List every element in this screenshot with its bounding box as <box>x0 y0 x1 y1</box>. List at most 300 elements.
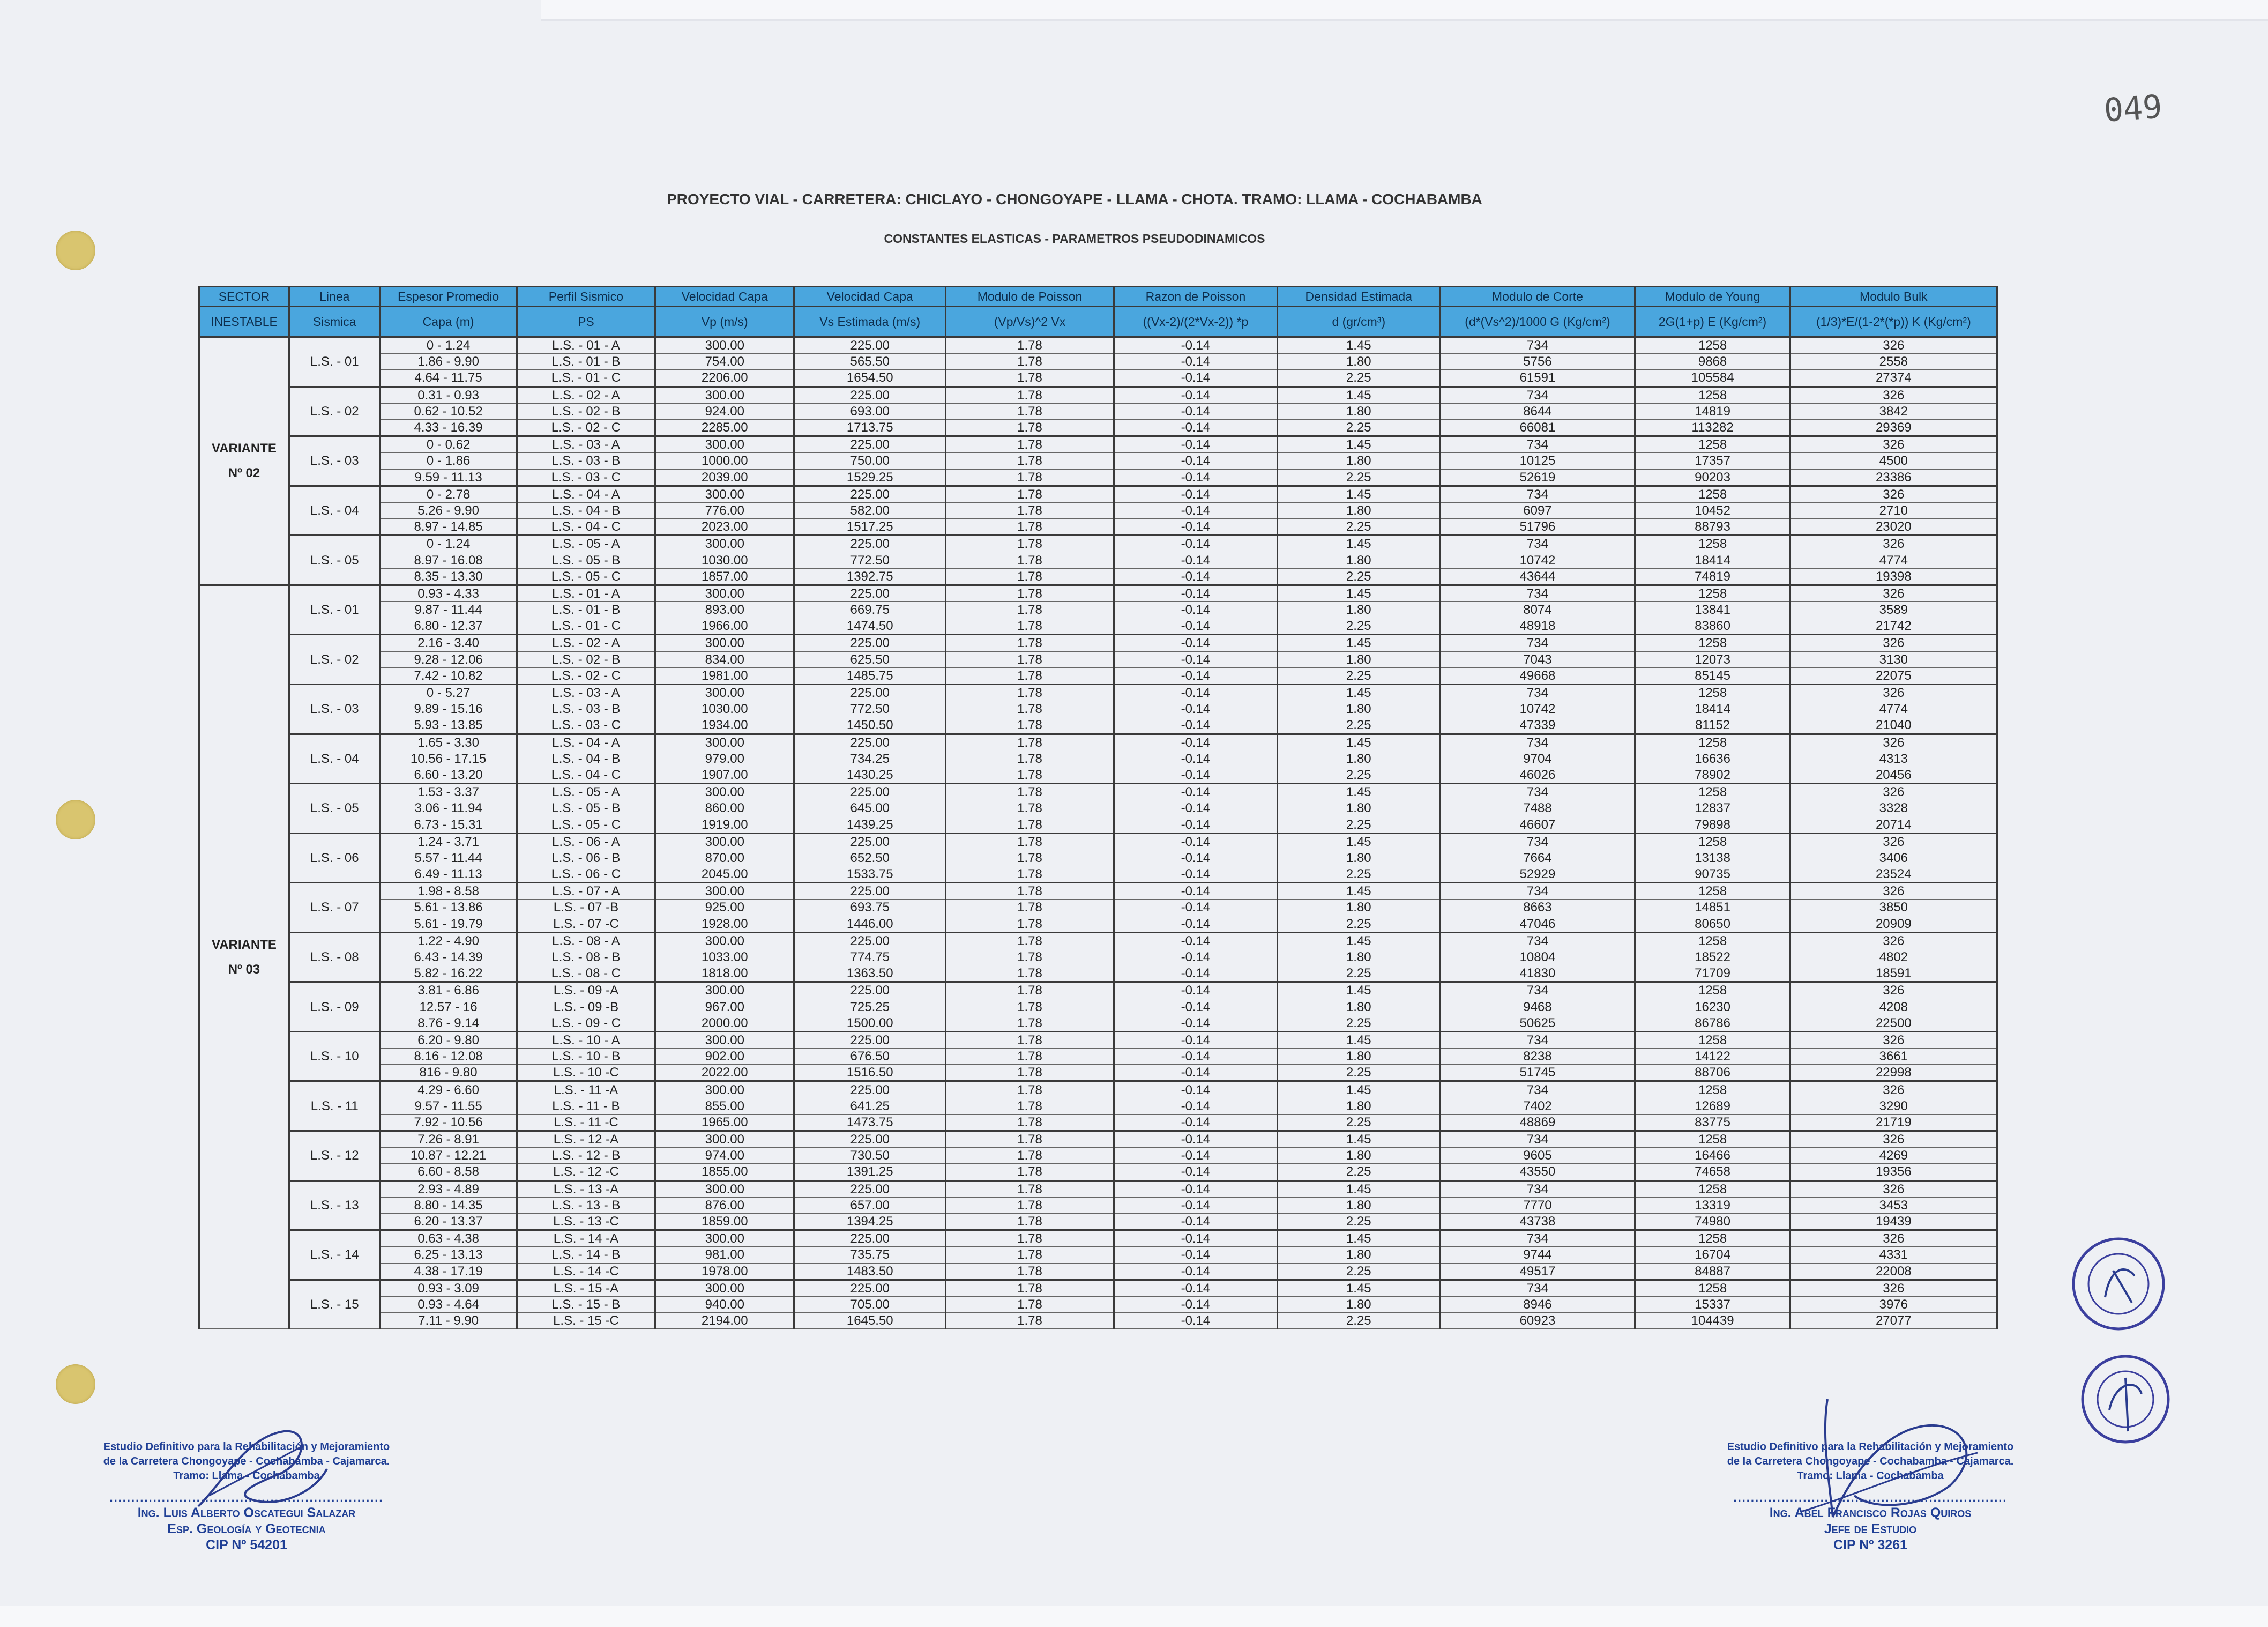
table-cell: 1258 <box>1635 734 1790 751</box>
table-cell: 1859.00 <box>655 1213 794 1230</box>
table-cell: 13319 <box>1635 1197 1790 1213</box>
table-cell: 6.80 - 12.37 <box>380 618 517 635</box>
table-cell: 1.78 <box>946 816 1114 833</box>
table-row <box>199 816 1997 833</box>
table-cell: -0.14 <box>1114 965 1277 982</box>
table-cell: 1.78 <box>946 602 1114 618</box>
table-cell: L.S. - 12 - B <box>517 1148 655 1164</box>
table-cell: 4774 <box>1790 701 1997 717</box>
column-header-sub: Sismica <box>289 307 380 337</box>
table-cell: 51745 <box>1440 1065 1635 1081</box>
table-row <box>199 635 1997 651</box>
table-cell: 1258 <box>1635 833 1790 850</box>
table-cell: 16704 <box>1635 1247 1790 1263</box>
table-cell: 14851 <box>1635 900 1790 916</box>
table-cell: -0.14 <box>1114 900 1277 916</box>
table-cell: 12837 <box>1635 800 1790 816</box>
column-header-sub: ((Vx-2)/(2*Vx-2)) *p <box>1114 307 1277 337</box>
table-row <box>199 1065 1997 1081</box>
table-cell: 1.45 <box>1278 1230 1440 1247</box>
table-cell: L.S. - 15 -A <box>517 1280 655 1296</box>
table-cell: 1.78 <box>946 767 1114 783</box>
table-cell: 1258 <box>1635 1280 1790 1296</box>
table-cell: L.S. - 08 - B <box>517 949 655 965</box>
table-cell: 1473.75 <box>794 1114 946 1131</box>
table-cell: 74980 <box>1635 1213 1790 1230</box>
table-cell: 3976 <box>1790 1296 1997 1312</box>
table-cell: 1.45 <box>1278 536 1440 552</box>
table-cell: 1.78 <box>946 684 1114 701</box>
table-cell: 300.00 <box>655 1031 794 1048</box>
table-cell: 734 <box>1440 1280 1635 1296</box>
table-cell: 876.00 <box>655 1197 794 1213</box>
table-cell: 12689 <box>1635 1098 1790 1114</box>
table-cell: 2.25 <box>1278 965 1440 982</box>
table-cell: 979.00 <box>655 751 794 767</box>
table-cell: -0.14 <box>1114 784 1277 800</box>
table-cell: L.S. - 14 -C <box>517 1263 655 1280</box>
table-cell: 2.25 <box>1278 1213 1440 1230</box>
table-row <box>199 800 1997 816</box>
table-cell: 1516.50 <box>794 1065 946 1081</box>
table-cell: 83860 <box>1635 618 1790 635</box>
table-cell: 6.60 - 8.58 <box>380 1164 517 1180</box>
table-cell: 225.00 <box>794 734 946 751</box>
table-cell: L.S. - 15 -C <box>517 1313 655 1329</box>
table-cell: 860.00 <box>655 800 794 816</box>
table-cell: 41830 <box>1440 965 1635 982</box>
table-cell: 1.86 - 9.90 <box>380 354 517 370</box>
table-cell: 776.00 <box>655 502 794 518</box>
table-cell: 1.78 <box>946 453 1114 469</box>
table-cell: 1.24 - 3.71 <box>380 833 517 850</box>
table-cell: 326 <box>1790 883 1997 900</box>
table-cell: 1.78 <box>946 387 1114 403</box>
table-row <box>199 667 1997 684</box>
table-cell: 735.75 <box>794 1247 946 1263</box>
table-cell: 1713.75 <box>794 419 946 436</box>
table-cell: 4.29 - 6.60 <box>380 1081 517 1098</box>
table-cell: 4313 <box>1790 751 1997 767</box>
table-cell: 1.80 <box>1278 354 1440 370</box>
table-cell: 1.78 <box>946 1313 1114 1329</box>
table-cell: L.S. - 05 - A <box>517 536 655 552</box>
table-row <box>199 701 1997 717</box>
table-cell: L.S. - 12 -A <box>517 1131 655 1148</box>
table-cell: 4802 <box>1790 949 1997 965</box>
table-cell: 1.78 <box>946 932 1114 949</box>
table-cell: -0.14 <box>1114 387 1277 403</box>
table-cell: 21742 <box>1790 618 1997 635</box>
signer-cip: CIP Nº 54201 <box>206 1537 287 1552</box>
table-cell: 870.00 <box>655 850 794 866</box>
table-cell: 9.57 - 11.55 <box>380 1098 517 1114</box>
table-cell: 1.53 - 3.37 <box>380 784 517 800</box>
table-cell: 1.78 <box>946 403 1114 419</box>
table-cell: 225.00 <box>794 684 946 701</box>
table-cell: 2.25 <box>1278 1015 1440 1031</box>
table-cell: L.S. - 10 - B <box>517 1049 655 1065</box>
table-cell: -0.14 <box>1114 1296 1277 1312</box>
table-cell: 43644 <box>1440 568 1635 585</box>
table-cell: 225.00 <box>794 1031 946 1048</box>
table-cell: 0 - 1.24 <box>380 536 517 552</box>
table-cell: 2.25 <box>1278 866 1440 883</box>
table-cell: 2.25 <box>1278 1164 1440 1180</box>
table-cell: 2.25 <box>1278 717 1440 734</box>
table-row <box>199 387 1997 403</box>
table-cell: 300.00 <box>655 932 794 949</box>
table-cell: 23524 <box>1790 866 1997 883</box>
table-cell: 1533.75 <box>794 866 946 883</box>
table-cell: -0.14 <box>1114 370 1277 387</box>
table-cell: 1258 <box>1635 1131 1790 1148</box>
table-cell: 6.60 - 13.20 <box>380 767 517 783</box>
table-cell: 8.76 - 9.14 <box>380 1015 517 1031</box>
table-cell: 1.78 <box>946 1098 1114 1114</box>
table-cell: 9744 <box>1440 1247 1635 1263</box>
table-cell: L.S. - 01 - B <box>517 354 655 370</box>
table-row <box>199 734 1997 751</box>
table-cell: L.S. - 06 - C <box>517 866 655 883</box>
signer-cip: CIP Nº 3261 <box>1833 1537 1907 1552</box>
table-cell: -0.14 <box>1114 800 1277 816</box>
table-cell: 1.78 <box>946 585 1114 601</box>
table-cell: 326 <box>1790 1081 1997 1098</box>
table-row <box>199 602 1997 618</box>
table-cell: 225.00 <box>794 536 946 552</box>
table-cell: 22075 <box>1790 667 1997 684</box>
stamp-seal-icon <box>2068 1233 2169 1335</box>
table-cell: 0.93 - 4.33 <box>380 585 517 601</box>
seismic-line-cell: L.S. - 01 <box>289 337 380 387</box>
seismic-line-cell: L.S. - 03 <box>289 684 380 734</box>
table-cell: 27374 <box>1790 370 1997 387</box>
table-cell: 1.45 <box>1278 734 1440 751</box>
table-cell: 49668 <box>1440 667 1635 684</box>
table-body <box>199 337 1997 1329</box>
table-cell: 669.75 <box>794 602 946 618</box>
table-cell: 772.50 <box>794 552 946 568</box>
table-cell: 4331 <box>1790 1247 1997 1263</box>
table-cell: 734 <box>1440 387 1635 403</box>
table-cell: 3130 <box>1790 651 1997 667</box>
table-cell: 81152 <box>1635 717 1790 734</box>
table-cell: 1.45 <box>1278 833 1440 850</box>
table-cell: 3290 <box>1790 1098 1997 1114</box>
table-cell: 326 <box>1790 536 1997 552</box>
table-cell: 1.80 <box>1278 900 1440 916</box>
table-cell: 326 <box>1790 635 1997 651</box>
table-cell: 16636 <box>1635 751 1790 767</box>
table-row <box>199 1213 1997 1230</box>
table-cell: -0.14 <box>1114 436 1277 453</box>
table-cell: L.S. - 08 - A <box>517 932 655 949</box>
table-cell: 1.78 <box>946 866 1114 883</box>
table-cell: 4500 <box>1790 453 1997 469</box>
table-cell: 3589 <box>1790 602 1997 618</box>
table-cell: L.S. - 06 - A <box>517 833 655 850</box>
table-cell: 15337 <box>1635 1296 1790 1312</box>
table-cell: 1258 <box>1635 883 1790 900</box>
table-cell: 734 <box>1440 932 1635 949</box>
table-cell: -0.14 <box>1114 337 1277 354</box>
table-cell: 1258 <box>1635 585 1790 601</box>
table-cell: 300.00 <box>655 1131 794 1148</box>
seismic-line-cell: L.S. - 04 <box>289 486 380 536</box>
table-cell: 725.25 <box>794 999 946 1015</box>
table-cell: 1000.00 <box>655 453 794 469</box>
table-row <box>199 1015 1997 1031</box>
table-cell: 8.16 - 12.08 <box>380 1049 517 1065</box>
table-cell: 734 <box>1440 486 1635 502</box>
table-cell: L.S. - 03 - B <box>517 701 655 717</box>
table-cell: 657.00 <box>794 1197 946 1213</box>
table-cell: 1.78 <box>946 751 1114 767</box>
signer-role: Jefe de Estudio <box>1824 1521 1917 1536</box>
table-cell: 1.80 <box>1278 403 1440 419</box>
table-cell: 925.00 <box>655 900 794 916</box>
table-cell: 225.00 <box>794 932 946 949</box>
table-row <box>199 684 1997 701</box>
table-cell: 10804 <box>1440 949 1635 965</box>
table-cell: -0.14 <box>1114 1164 1277 1180</box>
table-cell: 1.78 <box>946 784 1114 800</box>
table-cell: 1439.25 <box>794 816 946 833</box>
table-cell: -0.14 <box>1114 717 1277 734</box>
table-cell: 1.78 <box>946 999 1114 1015</box>
table-cell: 90735 <box>1635 866 1790 883</box>
table-cell: 326 <box>1790 486 1997 502</box>
table-cell: 734 <box>1440 883 1635 900</box>
table-cell: 80650 <box>1635 916 1790 932</box>
table-cell: 1.78 <box>946 469 1114 486</box>
table-cell: L.S. - 02 - A <box>517 635 655 651</box>
table-row <box>199 1230 1997 1247</box>
column-header-sub: Vs Estimada (m/s) <box>794 307 946 337</box>
table-cell: 225.00 <box>794 1131 946 1148</box>
table-row <box>199 1081 1997 1098</box>
table-cell: 88706 <box>1635 1065 1790 1081</box>
table-cell: 1.45 <box>1278 684 1440 701</box>
table-cell: -0.14 <box>1114 585 1277 601</box>
column-header: Modulo Bulk <box>1790 287 1997 307</box>
table-cell: 2.25 <box>1278 1263 1440 1280</box>
table-cell: -0.14 <box>1114 469 1277 486</box>
table-cell: 7402 <box>1440 1098 1635 1114</box>
table-cell: 1.80 <box>1278 1098 1440 1114</box>
sector-cell: VARIANTE Nº 02 <box>199 337 289 585</box>
table-cell: 1.78 <box>946 354 1114 370</box>
table-cell: 4269 <box>1790 1148 1997 1164</box>
table-cell: 1.78 <box>946 436 1114 453</box>
table-cell: 1.45 <box>1278 1180 1440 1197</box>
table-cell: -0.14 <box>1114 536 1277 552</box>
table-cell: 18414 <box>1635 552 1790 568</box>
table-cell: -0.14 <box>1114 883 1277 900</box>
table-cell: 46607 <box>1440 816 1635 833</box>
table-cell: 2022.00 <box>655 1065 794 1081</box>
seismic-line-cell: L.S. - 05 <box>289 784 380 834</box>
table-cell: L.S. - 11 -C <box>517 1114 655 1131</box>
table-cell: 1907.00 <box>655 767 794 783</box>
table-cell: 300.00 <box>655 1180 794 1197</box>
table-cell: 1.80 <box>1278 800 1440 816</box>
table-cell: 326 <box>1790 1131 1997 1148</box>
table-row <box>199 1131 1997 1148</box>
table-cell: 1.78 <box>946 1031 1114 1048</box>
table-cell: -0.14 <box>1114 568 1277 585</box>
table-cell: -0.14 <box>1114 684 1277 701</box>
table-cell: 1.78 <box>946 734 1114 751</box>
table-cell: 1.65 - 3.30 <box>380 734 517 751</box>
table-cell: 1.45 <box>1278 635 1440 651</box>
table-row <box>199 932 1997 949</box>
table-cell: 1.80 <box>1278 999 1440 1015</box>
table-cell: 1.45 <box>1278 1280 1440 1296</box>
table-cell: 1.78 <box>946 1114 1114 1131</box>
table-cell: 902.00 <box>655 1049 794 1065</box>
table-cell: 78902 <box>1635 767 1790 783</box>
table-cell: L.S. - 13 -A <box>517 1180 655 1197</box>
table-cell: 1258 <box>1635 932 1790 949</box>
table-cell: 8.35 - 13.30 <box>380 568 517 585</box>
table-cell: 326 <box>1790 436 1997 453</box>
table-cell: 676.50 <box>794 1049 946 1065</box>
table-cell: 1392.75 <box>794 568 946 585</box>
table-cell: 300.00 <box>655 387 794 403</box>
table-cell: 1485.75 <box>794 667 946 684</box>
table-cell: 1.78 <box>946 1197 1114 1213</box>
table-cell: 1654.50 <box>794 370 946 387</box>
table-cell: 20456 <box>1790 767 1997 783</box>
table-cell: L.S. - 07 -B <box>517 900 655 916</box>
table-cell: 1981.00 <box>655 667 794 684</box>
table-cell: 1.80 <box>1278 502 1440 518</box>
table-cell: L.S. - 09 -B <box>517 999 655 1015</box>
table-cell: 4774 <box>1790 552 1997 568</box>
table-cell: 1645.50 <box>794 1313 946 1329</box>
table-cell: 3661 <box>1790 1049 1997 1065</box>
table-cell: 1.80 <box>1278 949 1440 965</box>
table-cell: 1.78 <box>946 900 1114 916</box>
table-cell: 326 <box>1790 1280 1997 1296</box>
column-header-sub: PS <box>517 307 655 337</box>
table-cell: -0.14 <box>1114 1197 1277 1213</box>
table-row <box>199 469 1997 486</box>
table-cell: L.S. - 04 - B <box>517 751 655 767</box>
table-cell: 6.73 - 15.31 <box>380 816 517 833</box>
signature-line: ............................................................... <box>109 1491 384 1504</box>
table-cell: L.S. - 03 - C <box>517 469 655 486</box>
table-row <box>199 751 1997 767</box>
table-cell: 1.78 <box>946 1081 1114 1098</box>
table-cell: 326 <box>1790 337 1997 354</box>
table-cell: 1.78 <box>946 916 1114 932</box>
table-cell: 652.50 <box>794 850 946 866</box>
table-cell: 9605 <box>1440 1148 1635 1164</box>
table-cell: 1.78 <box>946 502 1114 518</box>
table-cell: L.S. - 01 - C <box>517 618 655 635</box>
table-cell: 1.78 <box>946 1296 1114 1312</box>
table-cell: 14122 <box>1635 1049 1790 1065</box>
table-cell: 734 <box>1440 585 1635 601</box>
table-cell: 754.00 <box>655 354 794 370</box>
table-cell: 1.45 <box>1278 337 1440 354</box>
table-cell: 1258 <box>1635 635 1790 651</box>
table-row <box>199 618 1997 635</box>
seismic-line-cell: L.S. - 03 <box>289 436 380 486</box>
table-cell: 1.78 <box>946 949 1114 965</box>
table-cell: 225.00 <box>794 436 946 453</box>
table-cell: 9704 <box>1440 751 1635 767</box>
table-cell: 625.50 <box>794 651 946 667</box>
table-cell: 1258 <box>1635 337 1790 354</box>
table-cell: 9.87 - 11.44 <box>380 602 517 618</box>
table-cell: 641.25 <box>794 1098 946 1114</box>
table-cell: 7770 <box>1440 1197 1635 1213</box>
table-cell: 7664 <box>1440 850 1635 866</box>
table-cell: 104439 <box>1635 1313 1790 1329</box>
table-cell: -0.14 <box>1114 502 1277 518</box>
table-row <box>199 519 1997 536</box>
table-cell: -0.14 <box>1114 751 1277 767</box>
table-cell: 1.78 <box>946 519 1114 536</box>
table-cell: 9.89 - 15.16 <box>380 701 517 717</box>
table-cell: -0.14 <box>1114 1213 1277 1230</box>
table-row <box>199 419 1997 436</box>
table-cell: 1.45 <box>1278 1081 1440 1098</box>
table-cell: 105584 <box>1635 370 1790 387</box>
table-cell: 1.45 <box>1278 784 1440 800</box>
table-cell: 1.80 <box>1278 751 1440 767</box>
table-cell: 1258 <box>1635 486 1790 502</box>
table-cell: 9868 <box>1635 354 1790 370</box>
table-cell: 1.78 <box>946 965 1114 982</box>
table-cell: 22998 <box>1790 1065 1997 1081</box>
table-cell: 1857.00 <box>655 568 794 585</box>
table-cell: 1.80 <box>1278 1148 1440 1164</box>
table-cell: 6.20 - 9.80 <box>380 1031 517 1048</box>
column-header-sub: (d*(Vs^2)/1000 G (Kg/cm²) <box>1440 307 1635 337</box>
seismic-line-cell: L.S. - 14 <box>289 1230 380 1280</box>
column-header: Linea <box>289 287 380 307</box>
table-row <box>199 1247 1997 1263</box>
column-header-sub: INESTABLE <box>199 307 289 337</box>
table-cell: 88793 <box>1635 519 1790 536</box>
table-cell: L.S. - 01 - A <box>517 337 655 354</box>
table-cell: 1.45 <box>1278 486 1440 502</box>
table-cell: 74658 <box>1635 1164 1790 1180</box>
table-cell: 1394.25 <box>794 1213 946 1230</box>
table-cell: 1.80 <box>1278 453 1440 469</box>
table-cell: 734 <box>1440 982 1635 999</box>
table-cell: L.S. - 13 - B <box>517 1197 655 1213</box>
table-cell: 0.93 - 3.09 <box>380 1280 517 1296</box>
table-row <box>199 717 1997 734</box>
table-cell: 734 <box>1440 635 1635 651</box>
table-cell: 2.25 <box>1278 816 1440 833</box>
table-cell: -0.14 <box>1114 1148 1277 1164</box>
table-cell: 300.00 <box>655 635 794 651</box>
table-cell: 326 <box>1790 784 1997 800</box>
seismic-line-cell: L.S. - 10 <box>289 1031 380 1081</box>
table-cell: 74819 <box>1635 568 1790 585</box>
table-cell: 816 - 9.80 <box>380 1065 517 1081</box>
table-cell: 1.45 <box>1278 1131 1440 1148</box>
table-cell: 924.00 <box>655 403 794 419</box>
table-cell: 1855.00 <box>655 1164 794 1180</box>
